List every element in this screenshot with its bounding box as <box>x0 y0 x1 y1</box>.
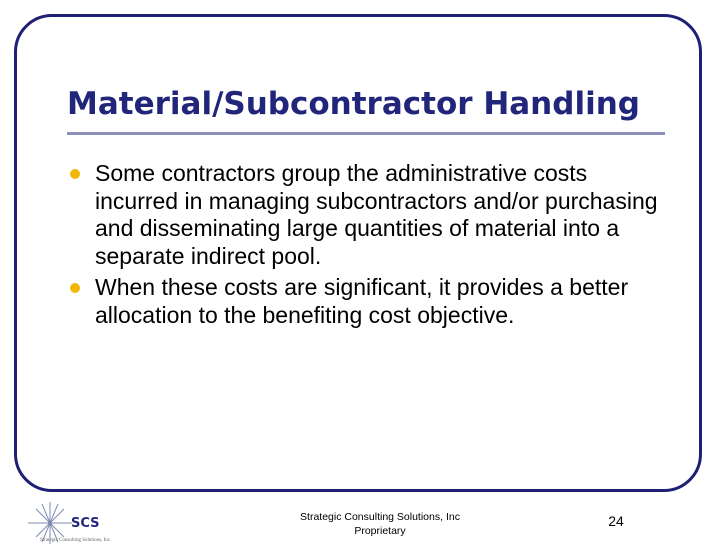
bullet-icon <box>70 283 80 293</box>
footer-company-line-1: Strategic Consulting Solutions, Inc <box>300 511 460 523</box>
bullet-icon <box>70 169 80 179</box>
bullet-text: Some contractors group the administrative costs incurred in managing subcontractors and/or purchasing and disseminating large quantities of material into a separate indirect pool. <box>95 160 658 269</box>
footer-company <box>290 510 470 538</box>
title-divider <box>67 132 665 135</box>
slide-footer <box>0 500 728 546</box>
logo-subtext: Strategic Consulting Solutions, Inc. <box>40 538 112 543</box>
bullet-list <box>70 160 670 333</box>
footer-company-line-2: Proprietary <box>354 525 406 537</box>
logo-text: SCS <box>71 516 100 531</box>
slide-title: Material/Subcontractor Handling <box>67 86 640 122</box>
bullet-item <box>70 160 670 270</box>
bullet-text: When these costs are significant, it provides a better allocation to the benefiting cost objective. <box>95 274 629 328</box>
company-logo <box>8 502 120 544</box>
page-number: 24 <box>608 513 624 529</box>
bullet-item <box>70 274 670 329</box>
